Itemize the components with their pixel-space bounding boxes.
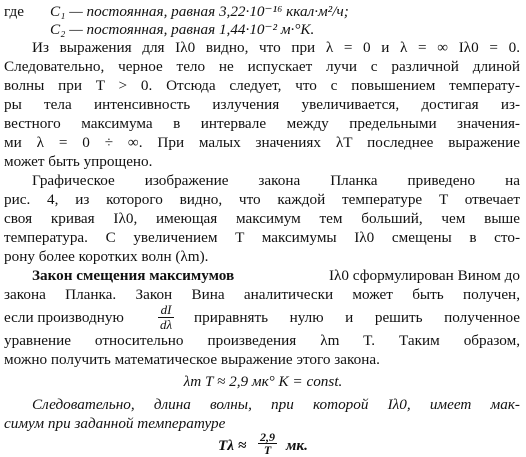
derivative-denominator: dλ	[160, 317, 173, 332]
wavelength-denominator: T	[263, 443, 272, 457]
constant-c1-line	[4, 2, 526, 21]
paragraph-4-line-2: симум при заданной температуре	[4, 415, 226, 432]
paragraph-3-line-2: закона Планка. Закон Вина аналитически может быть получен,	[4, 286, 520, 303]
paragraph-1-line-1: Из выражения для Iλ0 видно, что при λ = 0 и λ = ∞ Iλ0 = 0.	[32, 39, 520, 56]
paragraph-3-line-3	[4, 303, 520, 331]
paragraph-2-line-2: рис. 4, из которого видно, что каждой температуре T отвечает	[4, 191, 520, 208]
wavelength-numerator: 2,9	[260, 430, 275, 444]
derivative-tail-text: приравнять нулю и решить полученное	[194, 309, 520, 326]
paragraph-2-line-5: рону более коротких волн (λm).	[4, 248, 209, 265]
paragraph-1-line-5: вестного максимума в интервале между предельными значения-	[4, 115, 520, 132]
paragraph-2-line-1: Графическое изображение закона Планка приведено на	[32, 172, 520, 189]
paragraph-4-line-1: Следовательно, длина волны, при которой Iλ0, имеет мак-	[32, 396, 520, 413]
paragraph-2-line-4: температура. С увеличением T максимумы Iλ0 смещены в сто-	[4, 229, 520, 246]
paragraph-1-line-4: ры тела интенсивность излучения увеличивается, достигая из-	[4, 96, 520, 113]
paragraph-3-line-4: уравнение относительно произведения λm T. Таким образом,	[4, 332, 520, 349]
derivative-numerator: dI	[158, 303, 174, 318]
wien-formula	[0, 372, 526, 391]
derivative-fraction	[158, 303, 174, 332]
constant-c2-line	[50, 20, 520, 39]
paragraph-1-line-2: Следовательно, черное тело не испускает лучи с различной длиной	[4, 58, 520, 75]
derivative-lead-text: если производную	[4, 309, 124, 326]
paragraph-2-line-3: своя кривая Iλ0, имеющая максимум тем больший, чем выше	[4, 210, 520, 227]
paragraph-1-line-3: волны при T > 0. Отсюда следует, что с повышением температу-	[4, 77, 520, 94]
paragraph-3-line-1-rest: Iλ0 сформулирован Вином до	[328, 267, 520, 284]
wien-formula-text: λm T ≈ 2,9 мк° К = const.	[183, 373, 343, 390]
constant-c2: C₂ — постоянная, равная 1,44·10⁻² м·°К.	[50, 21, 315, 38]
wavelength-formula	[0, 431, 526, 456]
wavelength-formula-rhs: мк.	[286, 437, 308, 454]
wavelength-fraction	[258, 431, 277, 456]
where-word: где	[4, 3, 24, 20]
wien-law-heading: Закон смещения максимумов	[32, 267, 235, 284]
paragraph-1-line-6: ми λ = 0 ÷ ∞. При малых значениях λT последнее выражение	[4, 134, 520, 151]
constant-c1: C₁ — постоянная, равная 3,22·10⁻¹⁶ ккал·м²/ч;	[50, 3, 349, 20]
paragraph-3-line-1	[32, 266, 520, 285]
paragraph-3-line-5: можно получить математическое выражение этого закона.	[4, 351, 380, 368]
wavelength-formula-lhs: Tλ ≈	[218, 437, 247, 454]
paragraph-1-line-7: может быть упрощено.	[4, 153, 153, 170]
